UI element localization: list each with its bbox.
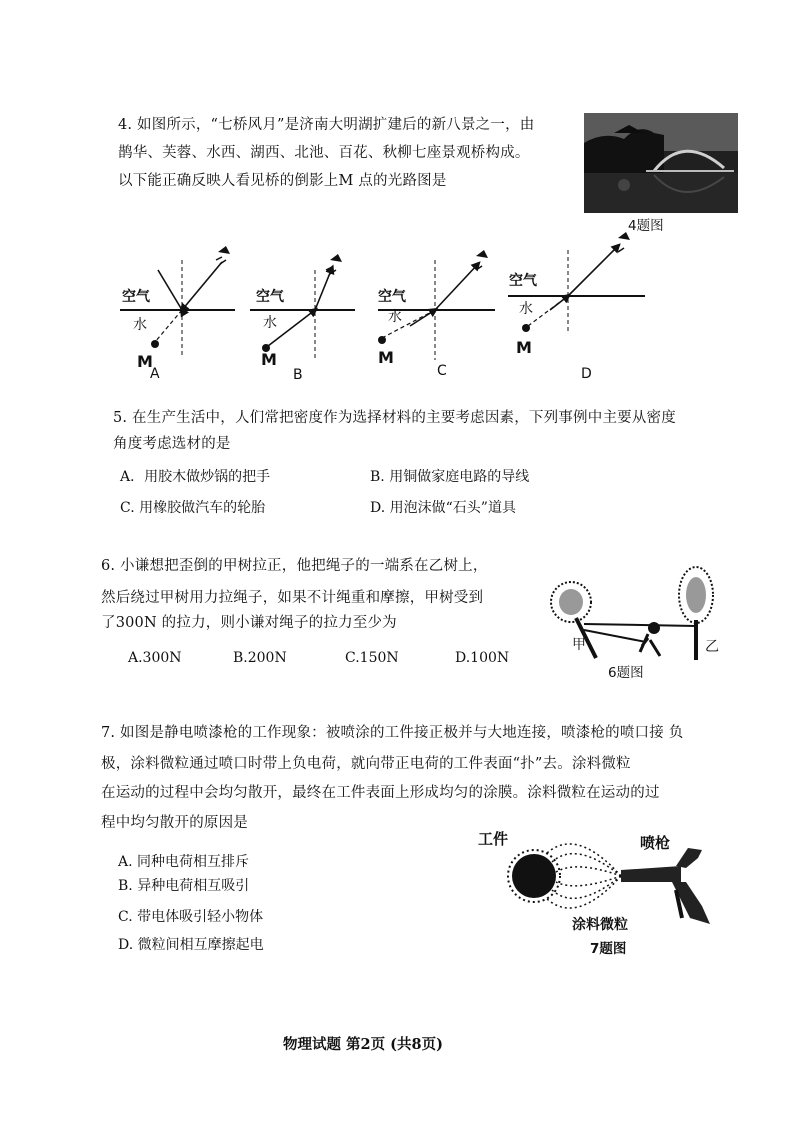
diagram-d-water-label: 水 <box>519 301 533 317</box>
q7-line-3: 在运动的过程中会均匀散开，最终在工件表面上形成均匀的涂膜。涂料微粒在运动的过 <box>101 785 660 801</box>
q6-tree-b-label: 乙 <box>705 639 719 655</box>
q6-line-1: 6. 小谦想把歪倒的甲树拉正，他把绳子的一端系在乙树上， <box>101 558 488 574</box>
q6-tree-a-label: 甲 <box>572 637 586 653</box>
q4-line-3: 以下能正确反映人看见桥的倒影上M 点的光路图是 <box>118 173 447 189</box>
q7-option-d: D. 微粒间相互摩擦起电 <box>118 937 264 953</box>
diagram-a-point-label: M <box>137 352 153 371</box>
diagram-d-point-label: M <box>516 338 532 357</box>
page-footer: 物理试题 第2页 (共8页) <box>283 1036 443 1053</box>
q7-workpiece-label: 工件 <box>478 830 509 848</box>
diagram-b-letter: B <box>293 367 303 383</box>
q5-option-a: A．用胶木做炒锅的把手 <box>120 469 271 485</box>
diagram-a-air-label: 空气 <box>122 289 150 305</box>
q7-caption: 7题图 <box>590 941 627 957</box>
diagram-d-air-label: 空气 <box>509 273 537 289</box>
q6-option-c: C.150N <box>345 650 399 666</box>
q5-line-1: 5. 在生产生活中，人们常把密度作为选择材料的主要考虑因素，下列事例中主要从密度 <box>113 410 676 426</box>
q4-line-2: 鹊华、芙蓉、水西、湖西、北池、百花、秋柳七座景观桥构成。 <box>118 145 530 161</box>
diagram-a-water-label: 水 <box>133 317 147 333</box>
q6-line-3: 了300N 的拉力，则小谦对绳子的拉力至少为 <box>101 615 397 631</box>
diagram-d-letter: D <box>581 366 592 382</box>
q5-option-c: C. 用橡胶做汽车的轮胎 <box>120 500 266 516</box>
q6-line-2: 然后绕过甲树用力拉绳子，如果不计绳重和摩擦，甲树受到 <box>101 590 484 606</box>
diagram-b-water-label: 水 <box>263 315 277 331</box>
diagram-c-letter: C <box>437 363 447 379</box>
q7-line-4: 程中均匀散开的原因是 <box>101 815 248 831</box>
q7-particles-label: 涂料微粒 <box>572 917 628 933</box>
diagram-b-air-label: 空气 <box>256 289 284 305</box>
bridge-photo <box>584 113 738 213</box>
q4-line-1: 4. 如图所示，“七桥风月”是济南大明湖扩建后的新八景之一，由 <box>118 117 535 133</box>
q5-line-2: 角度考虑选材的是 <box>113 436 231 452</box>
q5-option-b: B. 用铜做家庭电路的导线 <box>370 469 530 485</box>
diagram-c-air-label: 空气 <box>378 289 406 305</box>
q6-option-a: A.300N <box>128 650 182 666</box>
diagram-b-point-label: M <box>261 350 277 369</box>
q6-caption: 6题图 <box>608 665 644 681</box>
q7-line-1: 7. 如图是静电喷漆枪的工作现象：被喷涂的工件接正极并与大地连接，喷漆枪的喷口接 负 <box>101 725 684 741</box>
q5-option-d: D. 用泡沫做“石头”道具 <box>370 500 516 516</box>
diagram-b <box>250 254 355 360</box>
q7-line-2: 极，涂料微粒通过喷口时带上负电荷，就向带正电荷的工件表面“扑”去。涂料微粒 <box>101 756 631 772</box>
q7-option-c: C. 带电体吸引轻小物体 <box>118 909 264 925</box>
q7-gun-label: 喷枪 <box>640 834 671 852</box>
q4-photo-caption: 4题图 <box>628 218 664 234</box>
diagram-c-point-label: M <box>378 348 394 367</box>
diagram-a-letter: A <box>150 366 160 382</box>
q6-option-d: D.100N <box>455 650 510 666</box>
q6-option-b: B.200N <box>233 650 287 666</box>
q7-option-a: A. 同种电荷相互排斥 <box>118 854 250 870</box>
q7-option-b: B. 异种电荷相互吸引 <box>118 878 250 894</box>
diagram-c-water-label: 水 <box>388 309 402 325</box>
